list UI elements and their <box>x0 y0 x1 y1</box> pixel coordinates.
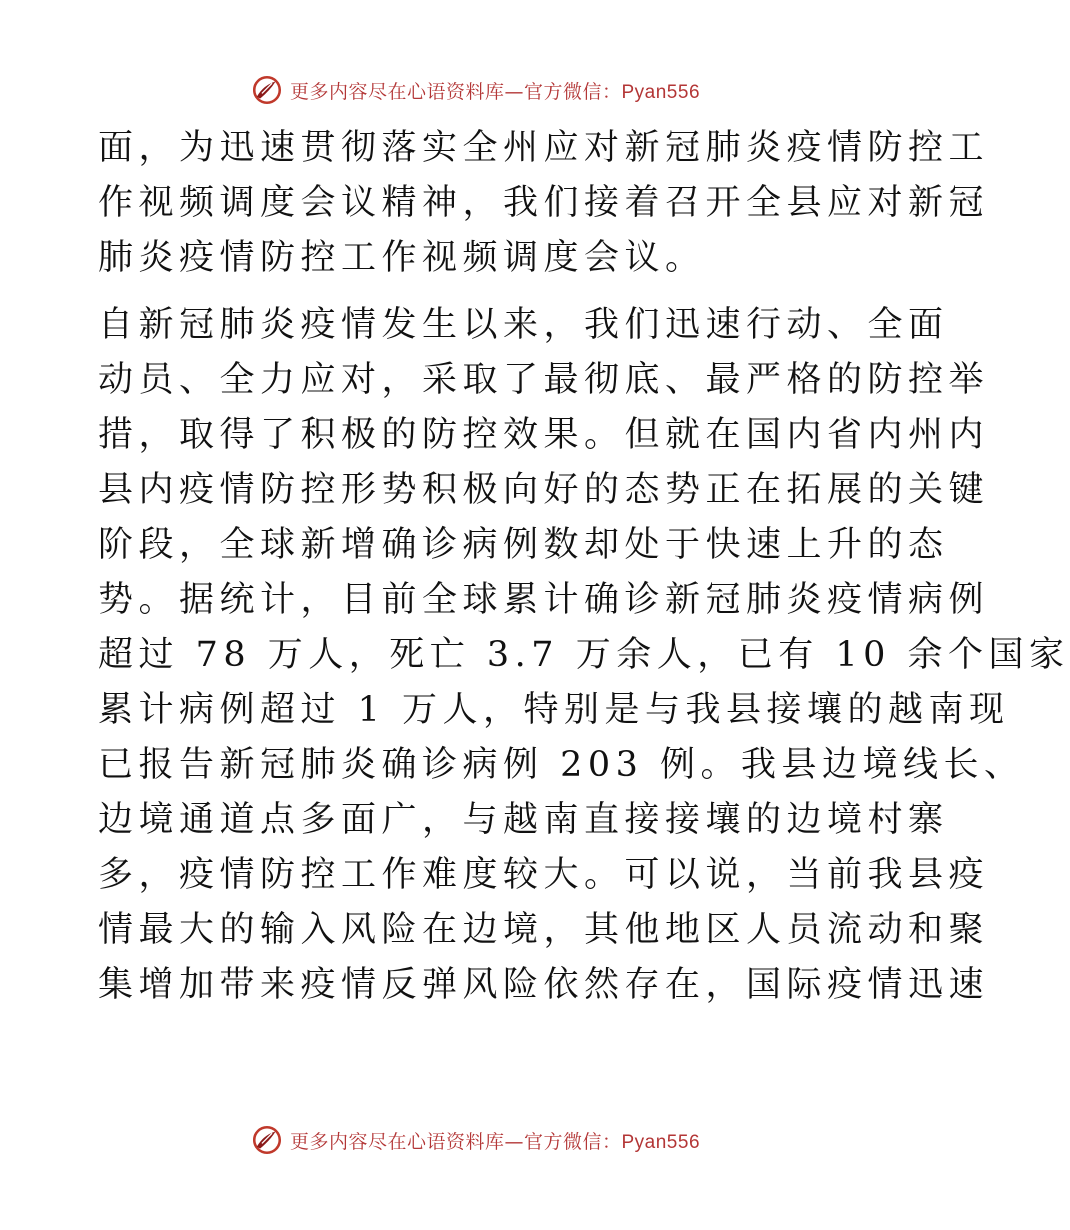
text-line: 已报告新冠肺炎确诊病例 203 例。我县边境线长、 <box>98 745 1025 785</box>
text-line: 集增加带来疫情反弹风险依然存在，国际疫情迅速 <box>98 965 990 1005</box>
header-banner-text <box>290 77 700 104</box>
text-line: 自新冠肺炎疫情发生以来，我们迅速行动、全面 <box>98 305 949 345</box>
footer-watermark-banner <box>0 1120 950 1160</box>
text-line: 超过 78 万人，死亡 3.7 万余人，已有 10 余个国家 <box>98 635 1070 675</box>
text-line: 措，取得了积极的防控效果。但就在国内省内州内 <box>98 415 990 455</box>
header-banner-label: 更多内容尽在心语资料库—官方微信： <box>289 80 622 103</box>
text-line: 面，为迅速贯彻落实全州应对新冠肺炎疫情防控工 <box>98 128 990 168</box>
text-line: 作视频调度会议精神，我们接着召开全县应对新冠 <box>98 183 990 223</box>
header-banner-wechat-id: Pyan556 <box>621 81 701 103</box>
text-line: 边境通道点多面广，与越南直接接壤的边境村寨 <box>98 800 949 840</box>
header-watermark-banner <box>0 70 950 110</box>
text-line: 动员、全力应对，采取了最彻底、最严格的防控举 <box>98 360 990 400</box>
brand-logo-icon <box>250 73 284 107</box>
text-line: 阶段，全球新增确诊病例数却处于快速上升的态 <box>98 525 949 565</box>
footer-banner-label: 更多内容尽在心语资料库—官方微信： <box>289 1130 622 1153</box>
footer-banner-text <box>290 1127 700 1154</box>
text-line: 县内疫情防控形势积极向好的态势正在拓展的关键 <box>98 470 990 510</box>
text-line: 情最大的输入风险在边境，其他地区人员流动和聚 <box>98 910 990 950</box>
paragraph-gap <box>98 286 858 298</box>
text-line: 累计病例超过 1 万人，特别是与我县接壤的越南现 <box>98 690 1010 730</box>
text-line: 多，疫情防控工作难度较大。可以说，当前我县疫 <box>98 855 990 895</box>
document-body <box>98 121 1070 1013</box>
text-line: 势。据统计，目前全球累计确诊新冠肺炎疫情病例 <box>98 580 990 620</box>
footer-banner-wechat-id: Pyan556 <box>621 1131 701 1153</box>
brand-logo-icon <box>250 1123 284 1157</box>
text-line: 肺炎疫情防控工作视频调度会议。 <box>98 238 706 278</box>
